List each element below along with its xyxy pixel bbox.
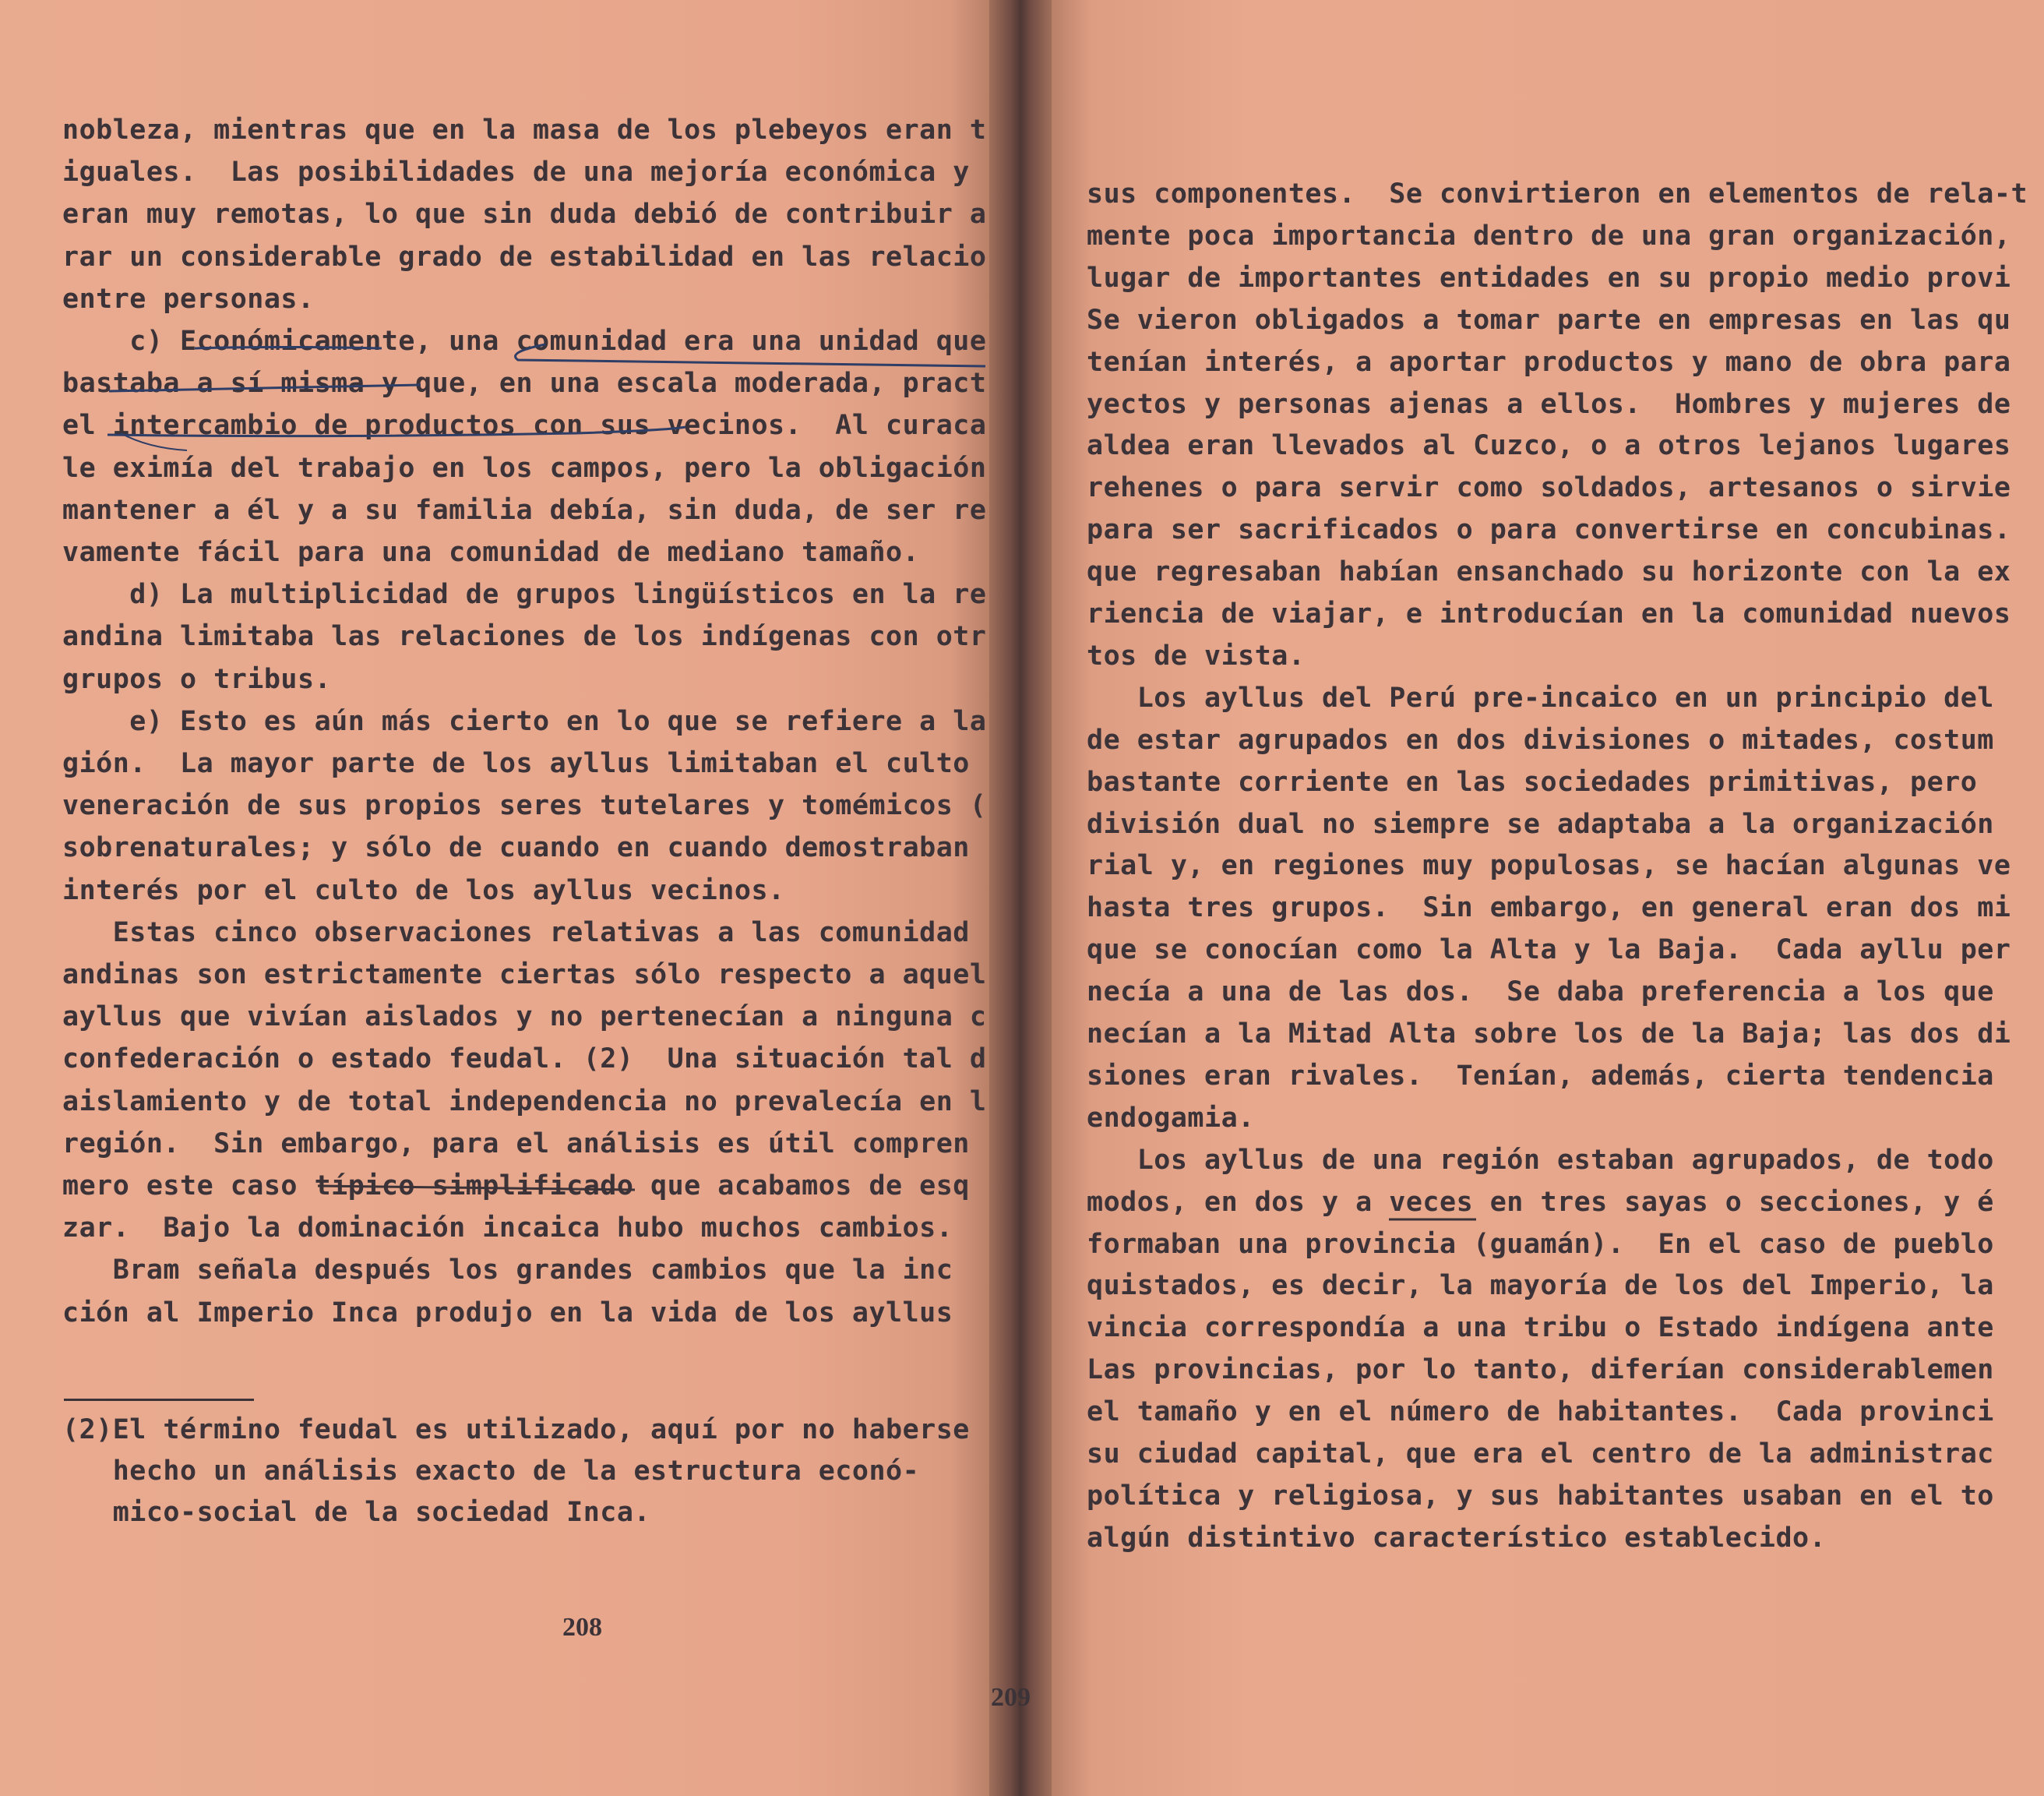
right-text-line: siones eran rivales. Tenían, además, cierta tendencia: [1087, 1060, 1994, 1092]
left-text-line: rar un considerable grado de estabilidad en las relacio: [62, 241, 987, 273]
left-text-line: ayllus que vivían aislados y no pertenecían a ninguna c: [62, 1001, 987, 1033]
left-text-line: mero este caso típico simplificado que acabamos de esq: [62, 1170, 970, 1201]
right-text-line: para ser sacrificados o para convertirse en concubinas.: [1087, 514, 2011, 546]
right-text-line: aldea eran llevados al Cuzco, o a otros lejanos lugares: [1087, 430, 2011, 462]
right-text-line: división dual no siempre se adaptaba a la organización: [1087, 808, 1994, 840]
right-text-line: Los ayllus del Perú pre-incaico en un principio del: [1087, 682, 1994, 714]
right-text-line: rial y, en regiones muy populosas, se hacían algunas ve: [1087, 850, 2011, 882]
left-text-line: sobrenaturales; y sólo de cuando en cuando demostraban: [62, 832, 970, 864]
right-text-line: que regresaban habían ensanchado su horizonte con la ex: [1087, 556, 2011, 588]
right-text-line: que se conocían como la Alta y la Baja. Cada ayllu per: [1087, 934, 2011, 966]
right-text-line: de estar agrupados en dos divisiones o mitades, costum: [1087, 724, 1994, 756]
left-text-line: mantener a él y a su familia debía, sin duda, de ser re: [62, 494, 987, 526]
right-text-line: tos de vista.: [1087, 640, 1306, 672]
right-text-line: necían a la Mitad Alta sobre los de la Baja; las dos di: [1087, 1018, 2011, 1050]
left-text-line: vamente fácil para una comunidad de mediano tamaño.: [62, 537, 920, 568]
right-text-line: yectos y personas ajenas a ellos. Hombres y mujeres de: [1087, 388, 2011, 420]
right-text-line: formaban una provincia (guamán). En el caso de pueblo: [1087, 1228, 1994, 1260]
right-text-line: algún distintivo característico establecido.: [1087, 1522, 1827, 1554]
footnote-rule: [64, 1399, 254, 1401]
right-text-line: tenían interés, a aportar productos y mano de obra para: [1087, 346, 2011, 378]
left-text-line: región. Sin embargo, para el análisis es útil compren: [62, 1127, 970, 1159]
left-text-line: zar. Bajo la dominación incaica hubo muchos cambios.: [62, 1212, 953, 1244]
left-text-line: el intercambio de productos con sus vecinos. Al curaca: [62, 410, 987, 442]
right-text-line: endogamia.: [1087, 1102, 1255, 1134]
left-text-line: interés por el culto de los ayllus vecinos.: [62, 874, 785, 906]
footnote-text-line: mico-social de la sociedad Inca.: [62, 1497, 651, 1528]
right-text-line: riencia de viajar, e introducían en la comunidad nuevos: [1087, 598, 2011, 630]
right-text-line: el tamaño y en el número de habitantes. Cada provinci: [1087, 1396, 1994, 1428]
left-text-line: bastaba a sí misma y que, en una escala moderada, pract: [62, 368, 987, 400]
right-text-line: Las provincias, por lo tanto, diferían considerablemen: [1087, 1354, 1994, 1386]
left-text-line: andina limitaba las relaciones de los indígenas con otr: [62, 621, 987, 653]
right-text-line: mente poca importancia dentro de una gran organización,: [1087, 220, 2011, 252]
left-text-line: nobleza, mientras que en la masa de los plebeyos eran t: [62, 115, 987, 146]
right-text-line: bastante corriente en las sociedades primitivas, pero: [1087, 766, 1978, 798]
left-text-line: veneración de sus propios seres tutelares y tomémicos (: [62, 790, 987, 822]
left-text-line: confederación o estado feudal. (2) Una situación tal d: [62, 1043, 987, 1075]
right-text-line: rehenes o para servir como soldados, artesanos o sirvie: [1087, 472, 2011, 504]
left-text-line: Estas cinco observaciones relativas a las comunidad: [62, 916, 970, 948]
book-gutter: [989, 0, 1052, 1796]
right-text-line: política y religiosa, y sus habitantes usaban en el to: [1087, 1480, 1994, 1512]
page-number-right: 209: [991, 1683, 1031, 1712]
left-page: [0, 0, 989, 1796]
left-text-line: aislamiento y de total independencia no prevalecía en l: [62, 1085, 987, 1117]
left-text-line: e) Esto es aún más cierto en lo que se refiere a la: [62, 705, 987, 737]
right-page: [991, 0, 2044, 1796]
right-text-line: necía a una de las dos. Se daba preferencia a los que: [1087, 976, 1994, 1008]
left-text-line: Bram señala después los grandes cambios que la inc: [62, 1254, 953, 1286]
right-text-line: modos, en dos y a veces en tres sayas o secciones, y é: [1087, 1186, 1994, 1218]
left-text-line: c) Económicamente, una comunidad era una unidad que: [62, 326, 987, 357]
left-text-line: d) La multiplicidad de grupos lingüísticos en la re: [62, 579, 987, 611]
right-text-line: su ciudad capital, que era el centro de la administrac: [1087, 1438, 1994, 1470]
right-text-line: Se vieron obligados a tomar parte en empresas en las qu: [1087, 304, 2011, 336]
footnote-text-line: hecho un análisis exacto de la estructura econó-: [62, 1456, 920, 1487]
right-text-line: sus componentes. Se convirtieron en elementos de rela-t: [1087, 178, 2028, 210]
left-text-line: le eximía del trabajo en los campos, pero la obligación: [62, 452, 987, 484]
right-text-line: quistados, es decir, la mayoría de los del Imperio, la: [1087, 1270, 1994, 1302]
left-text-line: iguales. Las posibilidades de una mejoría económica y: [62, 157, 970, 189]
left-text-line: entre personas.: [62, 283, 315, 315]
right-text-line: Los ayllus de una región estaban agrupados, de todo: [1087, 1144, 1994, 1176]
right-text-line: lugar de importantes entidades en su propio medio provi: [1087, 262, 2011, 294]
right-text-line: hasta tres grupos. Sin embargo, en general eran dos mi: [1087, 892, 2011, 924]
right-text-line: vincia correspondía a una tribu o Estado indígena ante: [1087, 1312, 1994, 1344]
left-text-line: ción al Imperio Inca produjo en la vida de los ayllus: [62, 1297, 953, 1328]
left-text-line: grupos o tribus.: [62, 663, 332, 695]
left-text-line: gión. La mayor parte de los ayllus limitaban el culto: [62, 748, 970, 779]
footnote-text-line: (2)El término feudal es utilizado, aquí por no haberse: [62, 1414, 970, 1445]
left-text-line: andinas son estrictamente ciertas sólo respecto a aquel: [62, 959, 987, 990]
page-number-left: 208: [562, 1613, 602, 1642]
left-text-line: eran muy remotas, lo que sin duda debió de contribuir a: [62, 199, 987, 231]
